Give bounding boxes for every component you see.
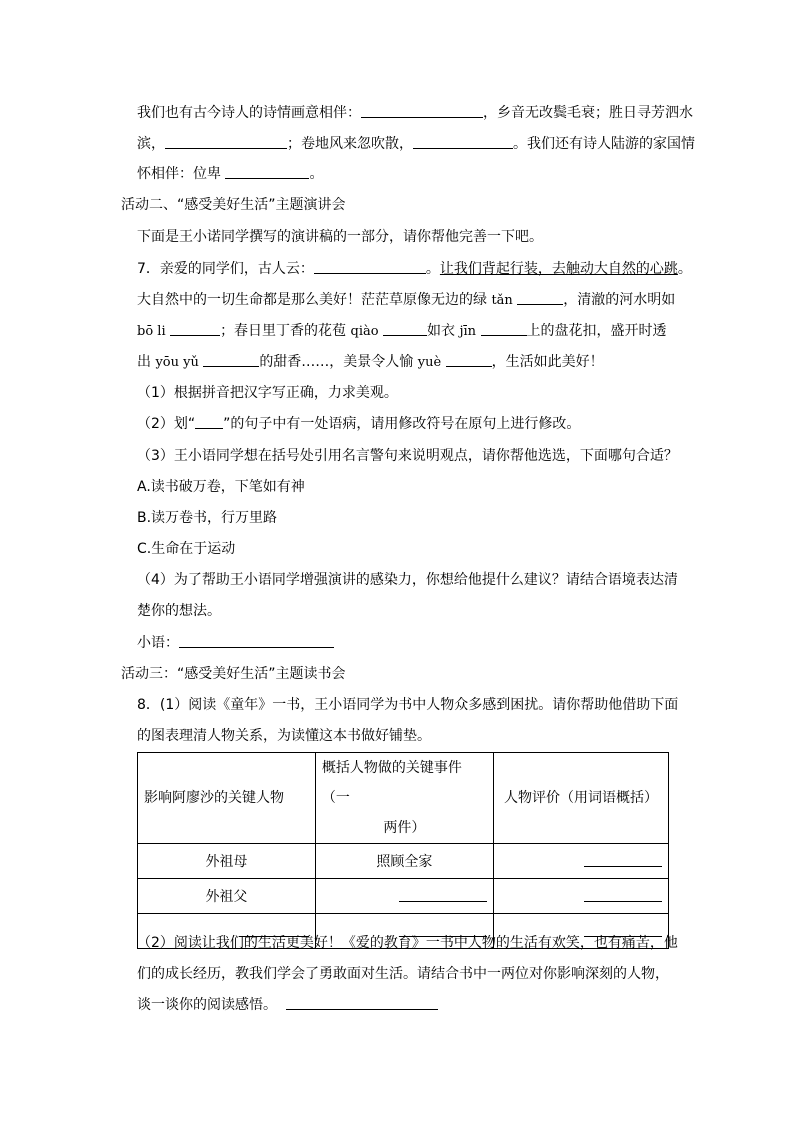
intro-line-3 xyxy=(137,164,323,184)
q7-sub-3: （3）王小语同学想在括号处引用名言警句来说明观点，请你帮他选选，下面哪句合适？ xyxy=(137,448,678,464)
header-text: 影响阿廖沙的关键人物 xyxy=(144,790,284,806)
table-header-row xyxy=(138,753,669,844)
answer-blank[interactable] xyxy=(584,887,662,902)
underline-mark xyxy=(195,414,223,429)
header-text: 人物评价（用词语概括） xyxy=(503,790,658,806)
q7-text: 上的盘花扣，盛开时透 xyxy=(526,323,667,339)
answer-blank[interactable] xyxy=(165,134,287,149)
q7-text: 如衣 xyxy=(427,323,460,339)
q7-sub-1: （1）根据拼音把汉字写正确，力求美观。 xyxy=(137,385,398,401)
q8-part2-line-2: 们的成长经历，教我们学会了勇敢面对生活。请结合书中一两位对你影响深刻的人物， xyxy=(137,966,669,982)
q7-line-1 xyxy=(137,259,692,279)
q8-line-1: 8．(1）阅读《童年》一书，王小语同学为书中人物众多感到困扰。请你帮助他借助下面 xyxy=(137,697,679,713)
answer-blank[interactable] xyxy=(383,321,427,336)
table-cell: 照顾全家 xyxy=(315,844,493,879)
header-text: 概括人物做的关键事件（一 xyxy=(321,760,462,806)
q7-text: 大自然中的一切生命都是那么美好！茫茫草原像无边的绿 xyxy=(137,292,492,308)
intro-text: 怀相伴：位卑 xyxy=(137,166,221,182)
table-cell xyxy=(315,879,493,914)
q7-line-3 xyxy=(137,321,667,342)
table-header-cell xyxy=(493,753,668,844)
q7-sub-2 xyxy=(137,414,580,434)
option-c[interactable]: C.生命在于运动 xyxy=(137,541,236,557)
table-cell: 外祖母 xyxy=(138,844,316,879)
activity2-title: 活动二、“感受美好生活”主题演讲会 xyxy=(121,197,346,213)
answer-blank[interactable] xyxy=(446,352,492,367)
q7-text: （2）划“ xyxy=(137,416,196,432)
q7-text: 出 xyxy=(137,354,156,370)
intro-text: 我们也有古今诗人的诗情画意相伴： xyxy=(137,105,361,121)
option-a[interactable]: A.读书破万卷，下笔如有神 xyxy=(137,479,305,495)
q8-line-2: 的图表理清人物关系，为读懂这本书做好铺垫。 xyxy=(137,728,431,744)
answer-blank[interactable] xyxy=(413,134,513,149)
character-table xyxy=(137,752,669,949)
q8-part2-line-3 xyxy=(137,995,438,1015)
answer-blank[interactable] xyxy=(179,633,334,648)
table-header-cell xyxy=(315,753,493,844)
answer-blank[interactable] xyxy=(361,103,483,118)
activity3-title: 活动三：“感受美好生活”主题读书会 xyxy=(121,666,346,682)
q7-sub-4-line-2: 楚你的想法。 xyxy=(137,603,221,619)
q7-sub-4-line-1: （4）为了帮助王小语同学增强演讲的感染力，你想给他提什么建议？请结合语境表达清 xyxy=(137,572,678,588)
q7-text: 。 xyxy=(425,261,440,277)
answer-blank[interactable] xyxy=(170,321,220,336)
q7-text: ”的句子中有一处语病，请用修改符号在原句上进行修改。 xyxy=(223,416,581,432)
header-text: 两件） xyxy=(383,820,426,836)
underlined-sentence: 让我们背起行装，去触动大自然的心跳 xyxy=(439,261,678,277)
intro-line-2 xyxy=(137,134,695,154)
table-row xyxy=(138,844,669,879)
pinyin: qiào xyxy=(350,324,379,339)
pinyin: tǎn xyxy=(491,293,513,308)
answer-blank[interactable] xyxy=(286,995,438,1010)
answer-blank[interactable] xyxy=(584,852,662,867)
answer-line xyxy=(137,633,334,653)
intro-text: 滨， xyxy=(137,136,165,152)
answer-blank[interactable] xyxy=(481,321,527,336)
q7-text: ；春日里丁香的花苞 xyxy=(220,323,351,339)
q7-text: 7．亲爱的同学们，古人云： xyxy=(137,261,314,277)
table-cell xyxy=(493,879,668,914)
q8-part2-line-1: （2）阅读让我们的生活更美好！《爱的教育》一书中人物的生活有欢笑，也有痛苦，他 xyxy=(137,935,678,951)
answer-blank[interactable] xyxy=(203,352,259,367)
answer-blank[interactable] xyxy=(517,290,563,305)
answer-blank[interactable] xyxy=(314,259,426,274)
pinyin: yuè xyxy=(417,355,442,370)
answer-blank[interactable] xyxy=(225,164,309,179)
table-row xyxy=(138,879,669,914)
answer-blank[interactable] xyxy=(399,887,487,902)
pinyin: bō li xyxy=(137,324,166,339)
pinyin: jīn xyxy=(459,324,477,339)
intro-text: 。我们还有诗人陆游的家国情 xyxy=(513,136,695,152)
table-header-cell xyxy=(138,753,316,844)
table-cell xyxy=(493,844,668,879)
intro-line-1 xyxy=(137,103,693,123)
q7-text: ，清澈的河水明如 xyxy=(563,292,676,308)
q8-text: 谈一谈你的阅读感悟。 xyxy=(137,997,277,1013)
q7-text: ，生活如此美好！ xyxy=(491,354,604,370)
q7-line-2 xyxy=(137,290,675,311)
option-b[interactable]: B.读万卷书，行万里路 xyxy=(137,510,278,526)
q7-line-4 xyxy=(137,352,604,373)
q7-text: 。 xyxy=(677,261,692,277)
intro-text: ，乡音无改鬓毛衰；胜日寻芳泗水 xyxy=(483,105,693,121)
answer-label: 小语： xyxy=(137,635,179,651)
intro-text: ；卷地风来忽吹散， xyxy=(287,136,413,152)
table-cell: 外祖父 xyxy=(138,879,316,914)
intro-text: 。 xyxy=(309,166,324,182)
activity2-instruction: 下面是王小诺同学撰写的演讲稿的一部分，请你帮他完善一下吧。 xyxy=(137,229,543,245)
pinyin: yōu yǔ xyxy=(155,355,199,370)
q7-text: 的甜香……，美景令人愉 xyxy=(259,354,418,370)
